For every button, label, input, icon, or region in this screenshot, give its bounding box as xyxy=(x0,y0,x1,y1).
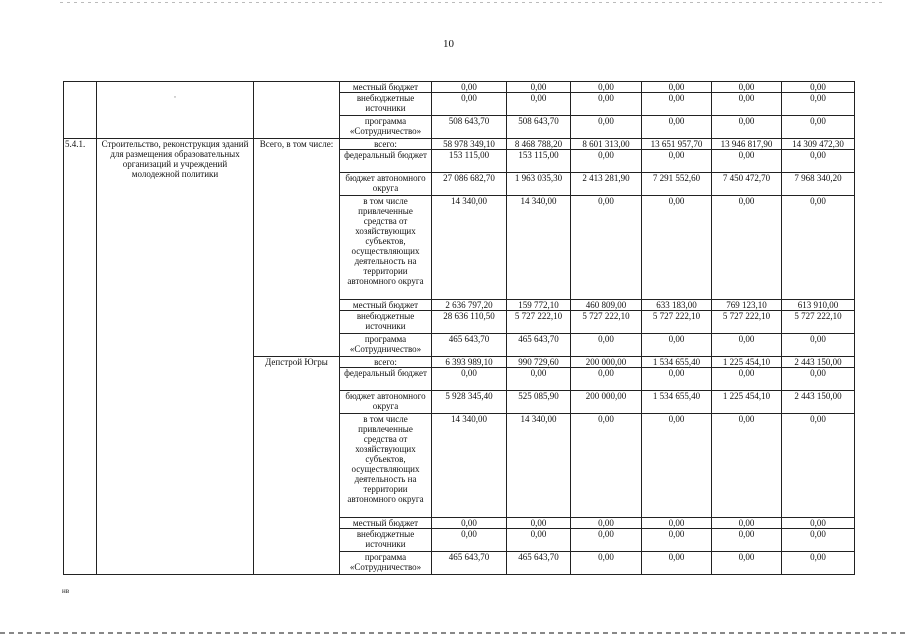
amount-cell: 58 978 349,10 xyxy=(432,139,507,150)
amount-cell: 633 183,00 xyxy=(642,300,712,311)
funding-source-cell: федеральный бюджет xyxy=(340,368,432,391)
amount-cell: 5 727 222,10 xyxy=(712,311,782,334)
budget-table-body xyxy=(64,82,855,575)
amount-cell: 0,00 xyxy=(712,529,782,552)
funding-source-cell: всего: xyxy=(340,139,432,150)
amount-cell: 5 727 222,10 xyxy=(642,311,712,334)
table-row xyxy=(64,139,855,150)
amount-cell: 0,00 xyxy=(432,82,507,93)
funding-source-cell: местный бюджет xyxy=(340,518,432,529)
amount-cell: 1 963 035,30 xyxy=(507,173,571,196)
amount-cell: 0,00 xyxy=(782,82,855,93)
amount-cell: 200 000,00 xyxy=(571,391,642,414)
funding-source-cell: бюджет автономного округа xyxy=(340,391,432,414)
amount-cell: 465 643,70 xyxy=(507,334,571,357)
amount-cell: 0,00 xyxy=(642,552,712,575)
amount-cell: 5 727 222,10 xyxy=(507,311,571,334)
amount-cell: 0,00 xyxy=(571,93,642,116)
amount-cell: 0,00 xyxy=(642,334,712,357)
funding-source-cell: внебюджетные источники xyxy=(340,529,432,552)
amount-cell: 0,00 xyxy=(642,196,712,300)
amount-cell: 0,00 xyxy=(507,518,571,529)
funding-source-cell: в том числе привлеченные средства от хозяйствующих субъектов, осуществляющих деятельность на территории автономного округа xyxy=(340,196,432,300)
page-number: 10 xyxy=(443,38,454,50)
amount-cell: 0,00 xyxy=(642,150,712,173)
amount-cell: 0,00 xyxy=(571,518,642,529)
amount-cell: 0,00 xyxy=(712,552,782,575)
amount-cell: 0,00 xyxy=(712,82,782,93)
amount-cell: 0,00 xyxy=(642,529,712,552)
amount-cell: 769 123,10 xyxy=(712,300,782,311)
amount-cell: 14 309 472,30 xyxy=(782,139,855,150)
amount-cell: 14 340,00 xyxy=(507,196,571,300)
amount-cell: 0,00 xyxy=(432,368,507,391)
amount-cell: 1 225 454,10 xyxy=(712,391,782,414)
amount-cell: 7 291 552,60 xyxy=(642,173,712,196)
item-number-cell-continued xyxy=(64,82,97,139)
amount-cell: 525 085,90 xyxy=(507,391,571,414)
funding-source-cell: местный бюджет xyxy=(340,82,432,93)
table-row xyxy=(64,82,855,93)
amount-cell: 0,00 xyxy=(642,82,712,93)
amount-cell: 0,00 xyxy=(782,414,855,518)
amount-cell: 0,00 xyxy=(571,116,642,139)
amount-cell: 465 643,70 xyxy=(507,552,571,575)
item-name-cell: Строительство, реконструкция зданий для размещения образовательных организаций и учреждений молодежной политики xyxy=(97,139,254,575)
amount-cell: 0,00 xyxy=(432,93,507,116)
amount-cell: 0,00 xyxy=(507,529,571,552)
scan-bottom-edge xyxy=(0,632,905,634)
amount-cell: 1 225 454,10 xyxy=(712,357,782,368)
amount-cell: 8 468 788,20 xyxy=(507,139,571,150)
amount-cell: 0,00 xyxy=(712,518,782,529)
amount-cell: 0,00 xyxy=(571,414,642,518)
amount-cell: 0,00 xyxy=(642,414,712,518)
responsible-cell: Всего, в том числе: xyxy=(254,139,340,357)
responsible-cell: Депстрой Югры xyxy=(254,357,340,575)
amount-cell: 27 086 682,70 xyxy=(432,173,507,196)
budget-table xyxy=(63,81,855,575)
amount-cell: 0,00 xyxy=(782,529,855,552)
amount-cell: 6 393 989,10 xyxy=(432,357,507,368)
amount-cell: 465 643,70 xyxy=(432,552,507,575)
amount-cell: 0,00 xyxy=(642,93,712,116)
funding-source-cell: программа «Сотрудничество» xyxy=(340,552,432,575)
item-number-cell: 5.4.1. xyxy=(64,139,97,575)
amount-cell: 0,00 xyxy=(712,196,782,300)
amount-cell: 0,00 xyxy=(432,529,507,552)
amount-cell: 990 729,60 xyxy=(507,357,571,368)
amount-cell: 0,00 xyxy=(712,414,782,518)
amount-cell: 0,00 xyxy=(782,552,855,575)
funding-source-cell: местный бюджет xyxy=(340,300,432,311)
amount-cell: 0,00 xyxy=(642,116,712,139)
amount-cell: 153 115,00 xyxy=(507,150,571,173)
amount-cell: 2 443 150,00 xyxy=(782,391,855,414)
amount-cell: 0,00 xyxy=(782,150,855,173)
amount-cell: 0,00 xyxy=(782,93,855,116)
amount-cell: 7 450 472,70 xyxy=(712,173,782,196)
funding-source-cell: всего: xyxy=(340,357,432,368)
amount-cell: 0,00 xyxy=(507,93,571,116)
funding-source-cell: бюджет автономного округа xyxy=(340,173,432,196)
amount-cell: 0,00 xyxy=(642,518,712,529)
amount-cell: 13 946 817,90 xyxy=(712,139,782,150)
amount-cell: 0,00 xyxy=(642,368,712,391)
amount-cell: 0,00 xyxy=(782,518,855,529)
amount-cell: 8 601 313,00 xyxy=(571,139,642,150)
amount-cell: 0,00 xyxy=(712,368,782,391)
amount-cell: 0,00 xyxy=(712,150,782,173)
amount-cell: 0,00 xyxy=(507,82,571,93)
amount-cell: 0,00 xyxy=(571,529,642,552)
amount-cell: 508 643,70 xyxy=(432,116,507,139)
amount-cell: 13 651 957,70 xyxy=(642,139,712,150)
amount-cell: 5 727 222,10 xyxy=(782,311,855,334)
amount-cell: 0,00 xyxy=(712,93,782,116)
footer-mark: нв xyxy=(62,587,70,595)
amount-cell: 0,00 xyxy=(571,552,642,575)
amount-cell: 159 772,10 xyxy=(507,300,571,311)
amount-cell: 0,00 xyxy=(712,334,782,357)
amount-cell: 0,00 xyxy=(782,368,855,391)
amount-cell: 1 534 655,40 xyxy=(642,357,712,368)
amount-cell: 153 115,00 xyxy=(432,150,507,173)
amount-cell: 0,00 xyxy=(571,82,642,93)
amount-cell: 0,00 xyxy=(507,368,571,391)
funding-source-cell: программа «Сотрудничество» xyxy=(340,116,432,139)
item-name-cell-continued xyxy=(97,82,254,139)
funding-source-cell: внебюджетные источники xyxy=(340,311,432,334)
amount-cell: 7 968 340,20 xyxy=(782,173,855,196)
funding-source-cell: в том числе привлеченные средства от хозяйствующих субъектов, осуществляющих деятельность на территории автономного округа xyxy=(340,414,432,518)
amount-cell: 14 340,00 xyxy=(432,196,507,300)
amount-cell: 0,00 xyxy=(571,150,642,173)
amount-cell: 0,00 xyxy=(782,334,855,357)
amount-cell: 5 928 345,40 xyxy=(432,391,507,414)
amount-cell: 2 413 281,90 xyxy=(571,173,642,196)
amount-cell: 14 340,00 xyxy=(507,414,571,518)
scan-speck: · xyxy=(173,92,177,102)
funding-source-cell: внебюджетные источники xyxy=(340,93,432,116)
amount-cell: 200 000,00 xyxy=(571,357,642,368)
amount-cell: 465 643,70 xyxy=(432,334,507,357)
funding-source-cell: программа «Сотрудничество» xyxy=(340,334,432,357)
responsible-cell-continued xyxy=(254,82,340,139)
amount-cell: 0,00 xyxy=(571,368,642,391)
amount-cell: 0,00 xyxy=(782,196,855,300)
amount-cell: 0,00 xyxy=(782,116,855,139)
scan-top-edge xyxy=(60,2,885,3)
amount-cell: 14 340,00 xyxy=(432,414,507,518)
amount-cell: 0,00 xyxy=(712,116,782,139)
amount-cell: 0,00 xyxy=(571,196,642,300)
amount-cell: 2 443 150,00 xyxy=(782,357,855,368)
amount-cell: 0,00 xyxy=(571,334,642,357)
amount-cell: 2 636 797,20 xyxy=(432,300,507,311)
amount-cell: 5 727 222,10 xyxy=(571,311,642,334)
amount-cell: 0,00 xyxy=(432,518,507,529)
amount-cell: 460 809,00 xyxy=(571,300,642,311)
funding-source-cell: федеральный бюджет xyxy=(340,150,432,173)
amount-cell: 28 636 110,50 xyxy=(432,311,507,334)
amount-cell: 508 643,70 xyxy=(507,116,571,139)
amount-cell: 1 534 655,40 xyxy=(642,391,712,414)
amount-cell: 613 910,00 xyxy=(782,300,855,311)
